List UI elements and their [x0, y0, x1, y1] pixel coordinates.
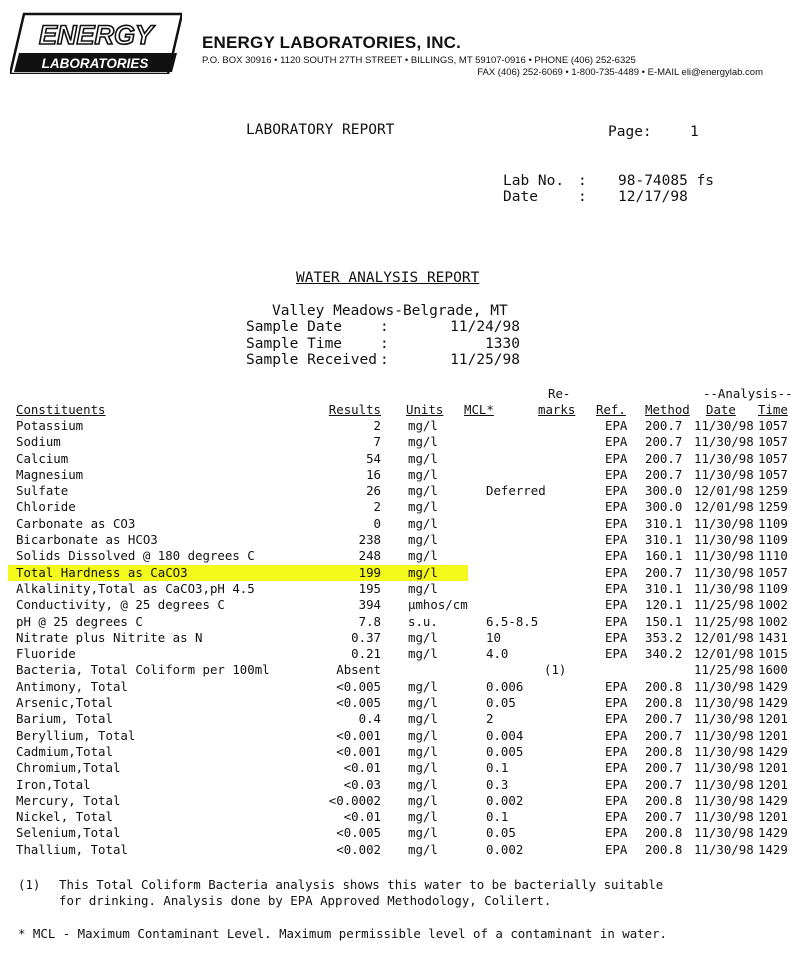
mcl-cell: 0.002 — [486, 792, 524, 808]
date-cell: 11/30/98 — [694, 825, 754, 841]
method-cell: 353.2 — [645, 629, 683, 645]
unit-cell: mg/l — [408, 434, 438, 450]
ref-cell: EPA — [605, 613, 628, 629]
date-colon: : — [578, 189, 587, 205]
date-cell: 11/30/98 — [694, 809, 754, 825]
date-cell: 11/30/98 — [694, 580, 754, 596]
ref-cell: EPA — [605, 711, 628, 727]
result-cell: 2 — [373, 418, 381, 433]
ref-cell: EPA — [605, 418, 628, 433]
time-cell: 1259 — [758, 499, 788, 515]
lab-no-colon: : — [578, 173, 587, 189]
date-cell: 11/30/98 — [694, 564, 754, 580]
time-cell: 1002 — [758, 613, 788, 629]
result-cell: <0.001 — [336, 743, 381, 759]
table-row — [16, 630, 790, 646]
unit-cell: mg/l — [408, 727, 438, 743]
time-cell: 1057 — [758, 466, 788, 482]
time-cell: 1201 — [758, 776, 788, 792]
remarks-cell: (1) — [544, 662, 567, 678]
ref-header: Ref. — [596, 402, 626, 417]
result-cell: <0.001 — [336, 727, 381, 743]
sample-time-value: 1330 — [485, 336, 520, 352]
method-cell: 310.1 — [645, 515, 683, 531]
unit-cell: mg/l — [408, 695, 438, 711]
unit-cell: mg/l — [408, 580, 438, 596]
result-cell: 199 — [358, 564, 381, 580]
ref-cell: EPA — [605, 695, 628, 711]
analysis-group-header: --Analysis-- — [703, 386, 793, 401]
unit-cell: mg/l — [408, 711, 438, 727]
unit-cell: mg/l — [408, 450, 438, 466]
unit-cell: mg/l — [408, 809, 438, 825]
table-row — [16, 744, 790, 760]
table-row — [16, 662, 790, 678]
ref-cell: EPA — [605, 743, 628, 759]
date-cell: 12/01/98 — [694, 629, 754, 645]
result-cell: 248 — [358, 548, 381, 564]
result-cell: 7.8 — [358, 613, 381, 629]
ref-cell: EPA — [605, 532, 628, 548]
method-cell: 200.8 — [645, 825, 683, 841]
lab-no-value: 98-74085 fs — [618, 173, 715, 189]
table-body — [16, 418, 790, 858]
constituent-cell: Conductivity, @ 25 degrees C — [16, 597, 225, 613]
method-cell: 200.7 — [645, 776, 683, 792]
method-cell: 200.8 — [645, 792, 683, 808]
table-row — [16, 614, 790, 630]
page-number: 1 — [690, 124, 699, 140]
table-row — [16, 728, 790, 744]
time-cell: 1429 — [758, 695, 788, 711]
sample-date-value: 11/24/98 — [450, 319, 520, 335]
constituent-cell: Total Hardness as CaCO3 — [16, 564, 188, 580]
sample-received-colon: : — [380, 352, 389, 368]
result-cell: 394 — [358, 597, 381, 613]
date-cell: 11/30/98 — [694, 776, 754, 792]
time-cell: 1429 — [758, 678, 788, 694]
mcl-cell: 0.05 — [486, 825, 516, 841]
sample-date-label: Sample Date — [246, 319, 343, 335]
method-cell: 310.1 — [645, 580, 683, 596]
unit-cell: mg/l — [408, 776, 438, 792]
mcl-footnote: * MCL - Maximum Contaminant Level. Maximum permissible level of a contaminant in water. — [18, 926, 668, 941]
result-cell: <0.01 — [343, 809, 381, 825]
constituent-cell: Mercury, Total — [16, 792, 121, 808]
unit-cell: mg/l — [408, 515, 438, 531]
mcl-cell: 0.1 — [486, 760, 509, 776]
time-cell: 1201 — [758, 809, 788, 825]
method-header: Method — [645, 402, 690, 417]
time-cell: 1109 — [758, 580, 788, 596]
date-cell: 11/30/98 — [694, 466, 754, 482]
table-header-top — [16, 386, 793, 402]
method-cell: 200.7 — [645, 809, 683, 825]
time-cell: 1429 — [758, 825, 788, 841]
method-cell: 150.1 — [645, 613, 683, 629]
date-cell: 12/01/98 — [694, 499, 754, 515]
company-contact: FAX (406) 252-6069 • 1-800-735-4489 • E-MAIL eli@energylab.com — [477, 67, 763, 78]
method-cell: 200.7 — [645, 418, 683, 433]
constituent-cell: Selenium,Total — [16, 825, 121, 841]
method-cell: 300.0 — [645, 499, 683, 515]
constituents-header: Constituents — [16, 402, 106, 417]
constituent-cell: Magnesium — [16, 466, 84, 482]
unit-cell: mg/l — [408, 841, 438, 857]
date-cell: 11/30/98 — [694, 841, 754, 857]
table-row — [16, 548, 790, 564]
unit-cell: µmhos/cm — [408, 597, 468, 613]
result-cell: 26 — [366, 483, 381, 499]
ref-cell: EPA — [605, 776, 628, 792]
sample-time-label: Sample Time — [246, 336, 343, 352]
unit-cell: mg/l — [408, 678, 438, 694]
energy-laboratories-logo — [10, 12, 182, 74]
result-cell: 16 — [366, 466, 381, 482]
time-cell: 1259 — [758, 483, 788, 499]
method-cell: 200.7 — [645, 450, 683, 466]
page-label: Page: — [608, 124, 652, 140]
ref-cell: EPA — [605, 483, 628, 499]
time-cell: 1429 — [758, 792, 788, 808]
table-row — [16, 532, 790, 548]
date-cell: 12/01/98 — [694, 646, 754, 662]
result-cell: <0.005 — [336, 678, 381, 694]
table-header — [16, 402, 790, 418]
time-cell: 1109 — [758, 532, 788, 548]
constituent-cell: Iron,Total — [16, 776, 91, 792]
sample-date-colon: : — [380, 319, 389, 335]
note-1-line-2: for drinking. Analysis done by EPA Approved Methodology, Colilert. — [59, 893, 552, 908]
constituent-cell: Solids Dissolved @ 180 degrees C — [16, 548, 255, 564]
result-cell: <0.0002 — [328, 792, 381, 808]
result-cell: <0.005 — [336, 825, 381, 841]
table-row — [16, 499, 790, 515]
time-cell: 1015 — [758, 646, 788, 662]
result-cell: 0.4 — [358, 711, 381, 727]
constituent-cell: Carbonate as CO3 — [16, 515, 136, 531]
units-header: Units — [406, 402, 444, 417]
result-cell: <0.005 — [336, 695, 381, 711]
date-cell: 11/30/98 — [694, 695, 754, 711]
company-address: P.O. BOX 30916 • 1120 SOUTH 27TH STREET • BILLINGS, MT 59107-0916 • PHONE (406) 252-6325 — [202, 55, 636, 66]
ref-cell: EPA — [605, 597, 628, 613]
svg-text:LABORATORIES: LABORATORIES — [41, 56, 149, 71]
report-title: LABORATORY REPORT — [246, 122, 395, 138]
result-cell: 54 — [366, 450, 381, 466]
ref-cell: EPA — [605, 841, 628, 857]
time-cell: 1429 — [758, 743, 788, 759]
date-cell: 11/30/98 — [694, 450, 754, 466]
table-row — [16, 483, 790, 499]
method-cell: 340.2 — [645, 646, 683, 662]
method-cell: 200.7 — [645, 760, 683, 776]
time-cell: 1600 — [758, 662, 788, 678]
time-cell: 1201 — [758, 760, 788, 776]
table-row — [16, 793, 790, 809]
table-row — [16, 679, 790, 695]
constituent-cell: Sodium — [16, 434, 61, 450]
time-cell: 1057 — [758, 450, 788, 466]
lab-no-label: Lab No. — [503, 173, 565, 189]
method-cell: 200.7 — [645, 711, 683, 727]
unit-cell: mg/l — [408, 548, 438, 564]
constituent-cell: pH @ 25 degrees C — [16, 613, 143, 629]
table-row — [16, 711, 790, 727]
constituent-cell: Chloride — [16, 499, 76, 515]
table-row — [16, 418, 790, 434]
constituent-cell: Potassium — [16, 418, 84, 433]
constituent-cell: Beryllium, Total — [16, 727, 136, 743]
result-cell: 0 — [373, 515, 381, 531]
ref-cell: EPA — [605, 629, 628, 645]
ref-cell: EPA — [605, 809, 628, 825]
constituent-cell: Antimony, Total — [16, 678, 128, 694]
result-cell: Absent — [336, 662, 381, 678]
method-cell: 200.8 — [645, 743, 683, 759]
results-header: Results — [328, 402, 381, 417]
result-cell: <0.002 — [336, 841, 381, 857]
time-header: Time — [758, 402, 788, 417]
table-row — [16, 597, 790, 613]
ref-cell: EPA — [605, 580, 628, 596]
unit-cell: mg/l — [408, 564, 438, 580]
result-cell: 195 — [358, 580, 381, 596]
method-cell: 200.7 — [645, 564, 683, 580]
time-cell: 1057 — [758, 418, 788, 433]
mcl-cell: 4.0 — [486, 646, 509, 662]
ref-cell: EPA — [605, 434, 628, 450]
time-cell: 1201 — [758, 727, 788, 743]
date-value: 12/17/98 — [618, 189, 688, 205]
unit-cell: mg/l — [408, 743, 438, 759]
constituent-cell: Calcium — [16, 450, 69, 466]
sample-location: Valley Meadows-Belgrade, MT — [272, 303, 508, 319]
mcl-cell: 0.005 — [486, 743, 524, 759]
constituent-cell: Chromium,Total — [16, 760, 121, 776]
company-name: ENERGY LABORATORIES, INC. — [202, 33, 462, 52]
date-cell: 11/30/98 — [694, 711, 754, 727]
ref-cell: EPA — [605, 792, 628, 808]
method-cell: 120.1 — [645, 597, 683, 613]
unit-cell: mg/l — [408, 629, 438, 645]
result-cell: 0.21 — [351, 646, 381, 662]
constituent-cell: Barium, Total — [16, 711, 113, 727]
table-row — [16, 646, 790, 662]
result-cell: 0.37 — [351, 629, 381, 645]
table-row — [16, 467, 790, 483]
constituent-cell: Fluoride — [16, 646, 76, 662]
mcl-cell: 0.002 — [486, 841, 524, 857]
mcl-cell: Deferred — [486, 483, 546, 499]
date-cell: 11/30/98 — [694, 532, 754, 548]
unit-cell: mg/l — [408, 792, 438, 808]
method-cell: 200.8 — [645, 695, 683, 711]
table-row — [16, 842, 790, 858]
constituent-cell: Cadmium,Total — [16, 743, 113, 759]
mcl-cell: 6.5-8.5 — [486, 613, 539, 629]
unit-cell: mg/l — [408, 532, 438, 548]
date-cell: 11/30/98 — [694, 548, 754, 564]
sample-time-colon: : — [380, 336, 389, 352]
method-cell: 300.0 — [645, 483, 683, 499]
mcl-cell: 0.3 — [486, 776, 509, 792]
unit-cell: mg/l — [408, 483, 438, 499]
constituent-cell: Arsenic,Total — [16, 695, 113, 711]
method-cell: 200.7 — [645, 434, 683, 450]
unit-cell: mg/l — [408, 646, 438, 662]
water-analysis-table — [16, 386, 793, 858]
date-cell: 11/30/98 — [694, 792, 754, 808]
date-header: Date — [706, 402, 736, 417]
analysis-heading: WATER ANALYSIS REPORT — [296, 270, 480, 286]
sample-received-value: 11/25/98 — [450, 352, 520, 368]
unit-cell: mg/l — [408, 825, 438, 841]
date-cell: 11/30/98 — [694, 727, 754, 743]
note-1-marker: (1) — [18, 877, 41, 892]
unit-cell: mg/l — [408, 466, 438, 482]
time-cell: 1109 — [758, 515, 788, 531]
mcl-cell: 0.05 — [486, 695, 516, 711]
ref-cell: EPA — [605, 564, 628, 580]
table-row — [16, 777, 790, 793]
constituent-cell: Alkalinity,Total as CaCO3,pH 4.5 — [16, 580, 255, 596]
ref-cell: EPA — [605, 646, 628, 662]
result-cell: 2 — [373, 499, 381, 515]
mcl-cell: 0.1 — [486, 809, 509, 825]
mcl-cell: 0.006 — [486, 678, 524, 694]
ref-cell: EPA — [605, 466, 628, 482]
method-cell: 200.7 — [645, 727, 683, 743]
ref-cell: EPA — [605, 450, 628, 466]
time-cell: 1057 — [758, 564, 788, 580]
date-cell: 11/30/98 — [694, 515, 754, 531]
method-cell: 200.7 — [645, 466, 683, 482]
ref-cell: EPA — [605, 515, 628, 531]
note-1-line-1: This Total Coliform Bacteria analysis shows this water to be bacterially suitable — [59, 877, 664, 892]
method-cell: 200.8 — [645, 678, 683, 694]
date-cell: 11/25/98 — [694, 597, 754, 613]
time-cell: 1429 — [758, 841, 788, 857]
table-row — [16, 434, 790, 450]
unit-cell: mg/l — [408, 760, 438, 776]
remarks-header: marks — [538, 402, 576, 417]
constituent-cell: Nickel, Total — [16, 809, 113, 825]
unit-cell: mg/l — [408, 499, 438, 515]
result-cell: <0.01 — [343, 760, 381, 776]
unit-cell: s.u. — [408, 613, 438, 629]
constituent-cell: Bacteria, Total Coliform per 100ml — [16, 662, 270, 678]
date-cell: 11/25/98 — [694, 613, 754, 629]
date-label: Date — [503, 189, 538, 205]
mcl-cell: 10 — [486, 629, 501, 645]
table-row — [16, 760, 790, 776]
table-row — [16, 451, 790, 467]
result-cell: 238 — [358, 532, 381, 548]
method-cell: 200.8 — [645, 841, 683, 857]
unit-cell: mg/l — [408, 418, 438, 433]
svg-text:ENERGY: ENERGY — [38, 20, 154, 50]
ref-cell: EPA — [605, 548, 628, 564]
sample-received-label: Sample Received — [246, 352, 377, 368]
ref-cell: EPA — [605, 825, 628, 841]
ref-cell: EPA — [605, 678, 628, 694]
date-cell: 11/25/98 — [694, 662, 754, 678]
table-row — [16, 695, 790, 711]
ref-cell: EPA — [605, 499, 628, 515]
constituent-cell: Sulfate — [16, 483, 69, 499]
time-cell: 1057 — [758, 434, 788, 450]
date-cell: 11/30/98 — [694, 434, 754, 450]
table-row — [16, 565, 790, 581]
table-row — [16, 516, 790, 532]
mcl-header: MCL* — [464, 402, 494, 417]
mcl-cell: 2 — [486, 711, 494, 727]
constituent-cell: Bicarbonate as HCO3 — [16, 532, 158, 548]
method-cell: 310.1 — [645, 532, 683, 548]
time-cell: 1431 — [758, 629, 788, 645]
constituent-cell: Nitrate plus Nitrite as N — [16, 629, 203, 645]
table-row — [16, 825, 790, 841]
mcl-cell: 0.004 — [486, 727, 524, 743]
date-cell: 12/01/98 — [694, 483, 754, 499]
table-row — [16, 581, 790, 597]
table-row — [16, 809, 790, 825]
remarks-header-top: Re- — [548, 386, 571, 401]
time-cell: 1110 — [758, 548, 788, 564]
result-cell: <0.03 — [343, 776, 381, 792]
date-cell: 11/30/98 — [694, 678, 754, 694]
date-cell: 11/30/98 — [694, 760, 754, 776]
date-cell: 11/30/98 — [694, 418, 754, 433]
time-cell: 1201 — [758, 711, 788, 727]
ref-cell: EPA — [605, 760, 628, 776]
time-cell: 1002 — [758, 597, 788, 613]
ref-cell: EPA — [605, 727, 628, 743]
method-cell: 160.1 — [645, 548, 683, 564]
date-cell: 11/30/98 — [694, 743, 754, 759]
constituent-cell: Thallium, Total — [16, 841, 128, 857]
result-cell: 7 — [373, 434, 381, 450]
